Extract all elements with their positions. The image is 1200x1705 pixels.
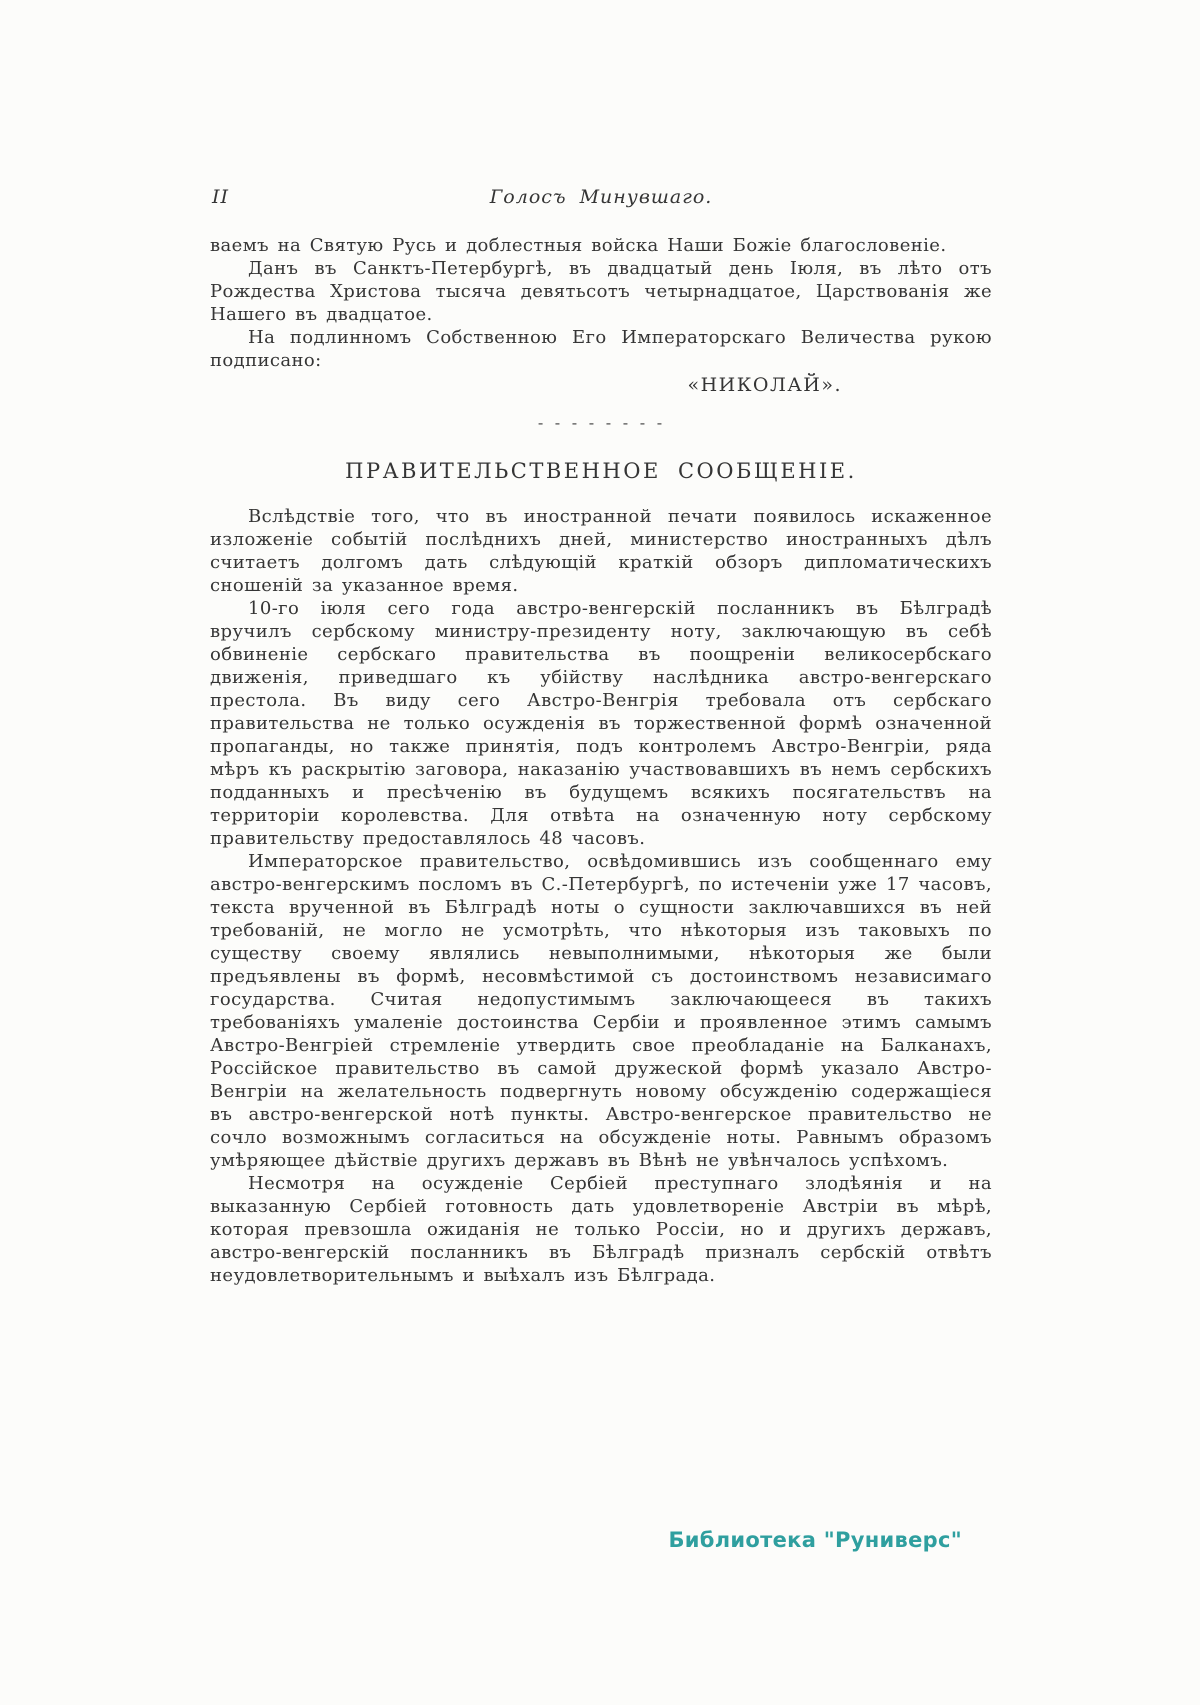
page-header (210, 186, 992, 208)
communique-paragraph: Несмотря на осужденіе Сербіей преступнаго злодѣянія и на выказанную Сербіей готовность дать удовлетвореніе Австріи въ мѣрѣ, которая превзошла ожиданія не только Россіи, но и другихъ державъ, австро-венгерскій посланникъ въ Бѣлградѣ призналъ сербскій отвѣтъ неудовлетворительнымъ и выѣхалъ изъ Бѣлграда. (210, 1173, 992, 1286)
page-number: II (212, 186, 230, 208)
communique-heading: ПРАВИТЕЛЬСТВЕННОЕ СООБЩЕНІЕ. (345, 459, 857, 483)
communique-paragraph: Императорское правительство, освѣдомившись изъ сообщеннаго ему австро-венгерскимъ посломъ въ С.-Петербургѣ, по истеченіи уже 17 часовъ, текста врученной въ Бѣлградѣ ноты о сущности заключавшихся въ ней требованій, не могло не усмотрѣть, что нѣкоторыя изъ таковыхъ по существу своему являлись невыполнимыми, нѣкоторыя же были предъявлены въ формѣ, несовмѣстимой съ достоинствомъ независимаго государства. Считая недопустимымъ заключающееся въ такихъ требованіяхъ умаленіе достоинства Сербіи и проявленное этимъ самымъ Австро-Венгріей стремленіе утвердить свое преобладаніе на Балканахъ, Россійское правительство въ самой дружеской формѣ указало Австро-Венгріи на желательность подвергнуть новому обсужденію содержащіеся въ австро-венгерской нотѣ пункты. Австро-венгерское правительство не сочло возможнымъ согласиться на обсужденіе ноты. Равнымъ образомъ умѣряющее дѣйствіе другихъ державъ въ Вѣнѣ не увѣнчалось успѣхомъ. (210, 851, 992, 1171)
imperial-signature: «НИКОЛАЙ». (687, 374, 842, 396)
library-watermark: Библиотека "Руниверс" (668, 1528, 962, 1552)
text-block (210, 234, 992, 1287)
section-separator: - - - - - - - - (537, 413, 665, 432)
communique-paragraph: Вслѣдствіе того, что въ иностранной печати появилось искаженное изложеніе событій послѣднихъ дней, министерство иностранныхъ дѣлъ считаетъ долгомъ дать слѣдующій краткій обзоръ дипломатическихъ сношеній за указанное время. (210, 506, 992, 596)
manifesto-paragraph-date: Данъ въ Санктъ-Петербургѣ, въ двадцатый день Іюля, въ лѣто отъ Рождества Христова тысяча девятьсотъ четырнадцатое, Царствованія же Нашего въ двадцатое. (210, 258, 992, 325)
manifesto-paragraph-signed: На подлинномъ Собственною Его Императорскаго Величества рукою подписано: (210, 327, 992, 371)
running-title: Голосъ Минувшаго. (489, 186, 713, 208)
communique-paragraph: 10-го іюля сего года австро-венгерскій посланникъ въ Бѣлградѣ вручилъ сербскому министру-президенту ноту, заключающую въ себѣ обвиненіе сербскаго правительства въ поощреніи великосербскаго движенія, приведшаго къ убійству наслѣдника австро-венгерскаго престола. Въ виду сего Австро-Венгрія требовала отъ сербскаго правительства не только осужденія въ торжественной формѣ означенной пропаганды, но также принятія, подъ контролемъ Австро-Венгріи, ряда мѣръ къ раскрытію заговора, наказанію участвовавшихъ въ немъ сербскихъ подданныхъ и пресѣченію въ будущемъ всякихъ посягательствъ на территоріи королевства. Для отвѣта на означенную ноту сербскому правительству предоставлялось 48 часовъ. (210, 598, 992, 849)
manifesto-continuation-paragraph: ваемъ на Святую Русь и доблестныя войска Наши Божіе благословеніе. (210, 235, 947, 256)
